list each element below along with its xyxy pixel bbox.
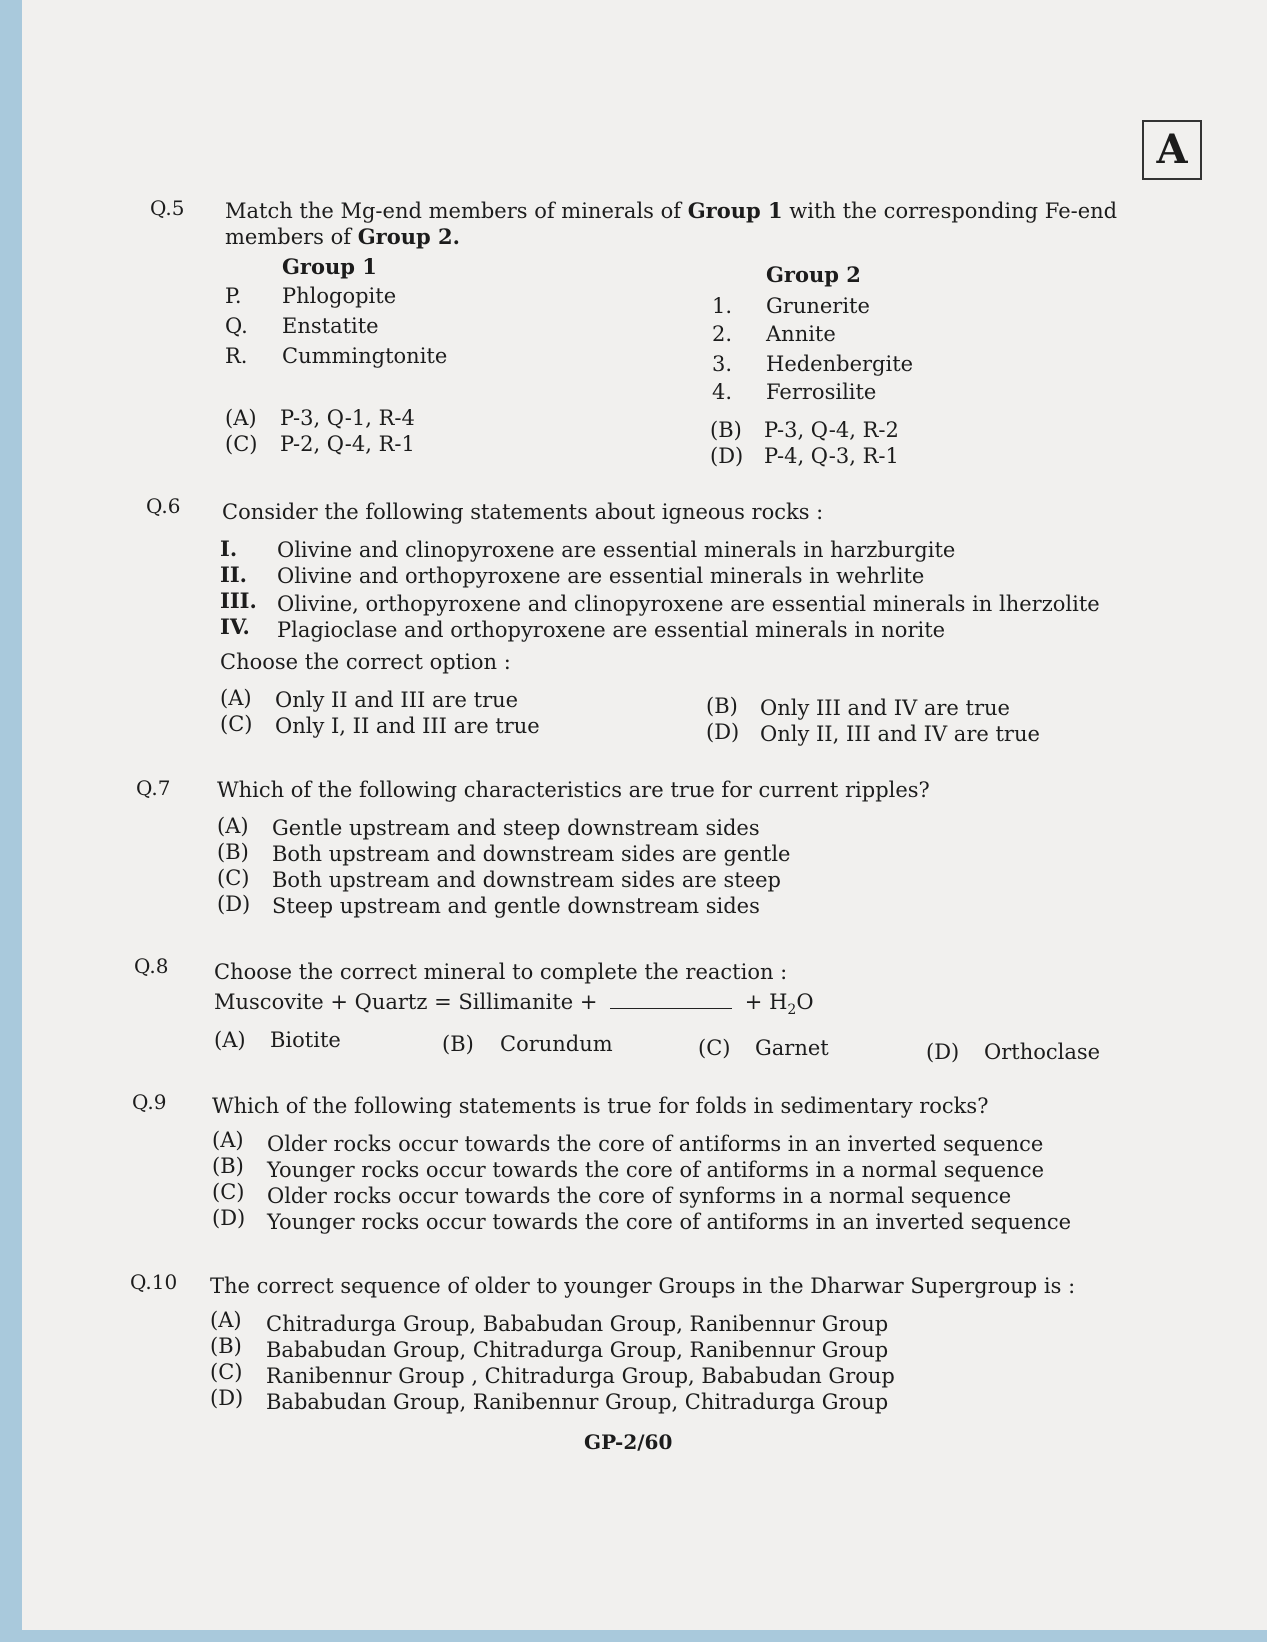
group1-item: Cummingtonite xyxy=(282,344,448,368)
option-label: (C) xyxy=(212,1180,245,1204)
option-label: (C) xyxy=(210,1360,243,1384)
question-stem-line2: members of Group 2. xyxy=(225,224,460,249)
choose-instruction: Choose the correct option : xyxy=(220,650,511,674)
question-stem: The correct sequence of older to younger Groups in the Dharwar Supergroup is : xyxy=(210,1274,1076,1298)
option-label: (D) xyxy=(710,444,744,468)
option-label: (B) xyxy=(210,1334,242,1358)
option-label: (A) xyxy=(225,406,257,430)
option-text: Bababudan Group, Ranibennur Group, Chitradurga Group xyxy=(266,1390,889,1414)
option-text: Chitradurga Group, Bababudan Group, Ranibennur Group xyxy=(266,1312,889,1336)
option-label: (D) xyxy=(217,892,251,916)
option-label: (C) xyxy=(698,1036,731,1060)
group2-item: Grunerite xyxy=(766,294,870,318)
question-number: Q.9 xyxy=(132,1090,167,1114)
question-number: Q.10 xyxy=(130,1270,178,1294)
option-label: (D) xyxy=(706,720,740,744)
option-text: Biotite xyxy=(270,1028,341,1052)
option-text: Both upstream and downstream sides are steep xyxy=(272,868,782,892)
question-stem: Choose the correct mineral to complete the reaction : xyxy=(214,960,788,984)
question-stem: Consider the following statements about igneous rocks : xyxy=(222,500,824,524)
group2-item: Hedenbergite xyxy=(766,352,914,376)
question-number: Q.8 xyxy=(134,954,169,978)
option-label: (A) xyxy=(217,814,249,838)
statement-label: I. xyxy=(220,536,238,561)
option-label: (D) xyxy=(210,1386,244,1410)
option-text: Both upstream and downstream sides are gentle xyxy=(272,842,791,866)
group2-label: 4. xyxy=(712,380,733,404)
option-label: (B) xyxy=(706,694,738,718)
option-text: Older rocks occur towards the core of antiforms in an inverted sequence xyxy=(267,1132,1044,1156)
group2-item: Annite xyxy=(766,322,836,346)
statement-text: Olivine and orthopyroxene are essential minerals in wehrlite xyxy=(277,564,925,588)
statement-text: Olivine and clinopyroxene are essential minerals in harzburgite xyxy=(277,538,956,562)
group1-label: Q. xyxy=(225,314,248,338)
statement-label: II. xyxy=(220,562,247,587)
option-text: Only II, III and IV are true xyxy=(760,722,1040,746)
group2-item: Ferrosilite xyxy=(766,380,877,404)
option-text: Older rocks occur towards the core of synforms in a normal sequence xyxy=(267,1184,1012,1208)
option-text: P-3, Q-1, R-4 xyxy=(280,406,415,430)
option-label: (B) xyxy=(710,418,742,442)
statement-label: III. xyxy=(220,588,257,613)
question-number: Q.7 xyxy=(136,776,171,800)
option-text: Younger rocks occur towards the core of antiforms in a normal sequence xyxy=(267,1158,1045,1182)
option-label: (A) xyxy=(212,1128,244,1152)
option-label: (C) xyxy=(217,866,250,890)
option-text: Younger rocks occur towards the core of antiforms in an inverted sequence xyxy=(267,1210,1072,1234)
group2-label: 3. xyxy=(712,352,733,376)
option-text: Only I, II and III are true xyxy=(275,714,540,738)
option-text: Garnet xyxy=(755,1036,829,1060)
option-text: Corundum xyxy=(500,1032,613,1056)
group2-header: Group 2 xyxy=(766,262,861,287)
group1-item: Enstatite xyxy=(282,314,379,338)
option-label: (D) xyxy=(926,1040,960,1064)
option-text: Gentle upstream and steep downstream sides xyxy=(272,816,760,840)
option-label: (A) xyxy=(214,1028,246,1052)
question-stem: Which of the following statements is true for folds in sedimentary rocks? xyxy=(212,1094,989,1118)
option-label: (C) xyxy=(220,712,253,736)
option-text: Steep upstream and gentle downstream sides xyxy=(272,894,760,918)
option-label: (A) xyxy=(210,1308,242,1332)
exam-page xyxy=(22,0,1267,1630)
option-label: (B) xyxy=(212,1154,244,1178)
option-label: (B) xyxy=(217,840,249,864)
page-footer: GP-2/60 xyxy=(584,1430,673,1454)
question-stem: Which of the following characteristics are true for current ripples? xyxy=(217,778,930,802)
answer-blank xyxy=(610,988,732,1009)
group1-header: Group 1 xyxy=(282,254,377,279)
group1-label: R. xyxy=(225,344,248,368)
option-text: Only II and III are true xyxy=(275,688,519,712)
option-text: P-4, Q-3, R-1 xyxy=(764,444,899,468)
question-number: Q.6 xyxy=(146,494,181,518)
reaction-equation: Muscovite + Quartz = Sillimanite + + $H_2O$ xyxy=(214,990,814,1019)
option-text: P-2, Q-4, R-1 xyxy=(280,432,415,456)
question-stem: Match the Mg-end members of minerals of Group 1 with the corresponding Fe-end xyxy=(225,198,1118,223)
option-text: Ranibennur Group , Chitradurga Group, Bababudan Group xyxy=(266,1364,895,1388)
statement-label: IV. xyxy=(220,614,250,639)
group1-item: Phlogopite xyxy=(282,284,397,308)
question-number: Q.5 xyxy=(150,196,185,220)
option-label: (D) xyxy=(212,1206,246,1230)
option-text: P-3, Q-4, R-2 xyxy=(764,418,899,442)
group2-label: 2. xyxy=(712,322,733,346)
option-label: (A) xyxy=(220,686,252,710)
option-label: (B) xyxy=(442,1032,474,1056)
option-text: Orthoclase xyxy=(984,1040,1101,1064)
option-text: Bababudan Group, Chitradurga Group, Ranibennur Group xyxy=(266,1338,889,1362)
set-code-box: A xyxy=(1142,120,1202,180)
option-label: (C) xyxy=(225,432,258,456)
group1-label: P. xyxy=(225,284,242,308)
group2-label: 1. xyxy=(712,294,733,318)
option-text: Only III and IV are true xyxy=(760,696,1010,720)
statement-text: Plagioclase and orthopyroxene are essential minerals in norite xyxy=(277,618,946,642)
statement-text: Olivine, orthopyroxene and clinopyroxene are essential minerals in lherzolite xyxy=(277,592,1100,616)
